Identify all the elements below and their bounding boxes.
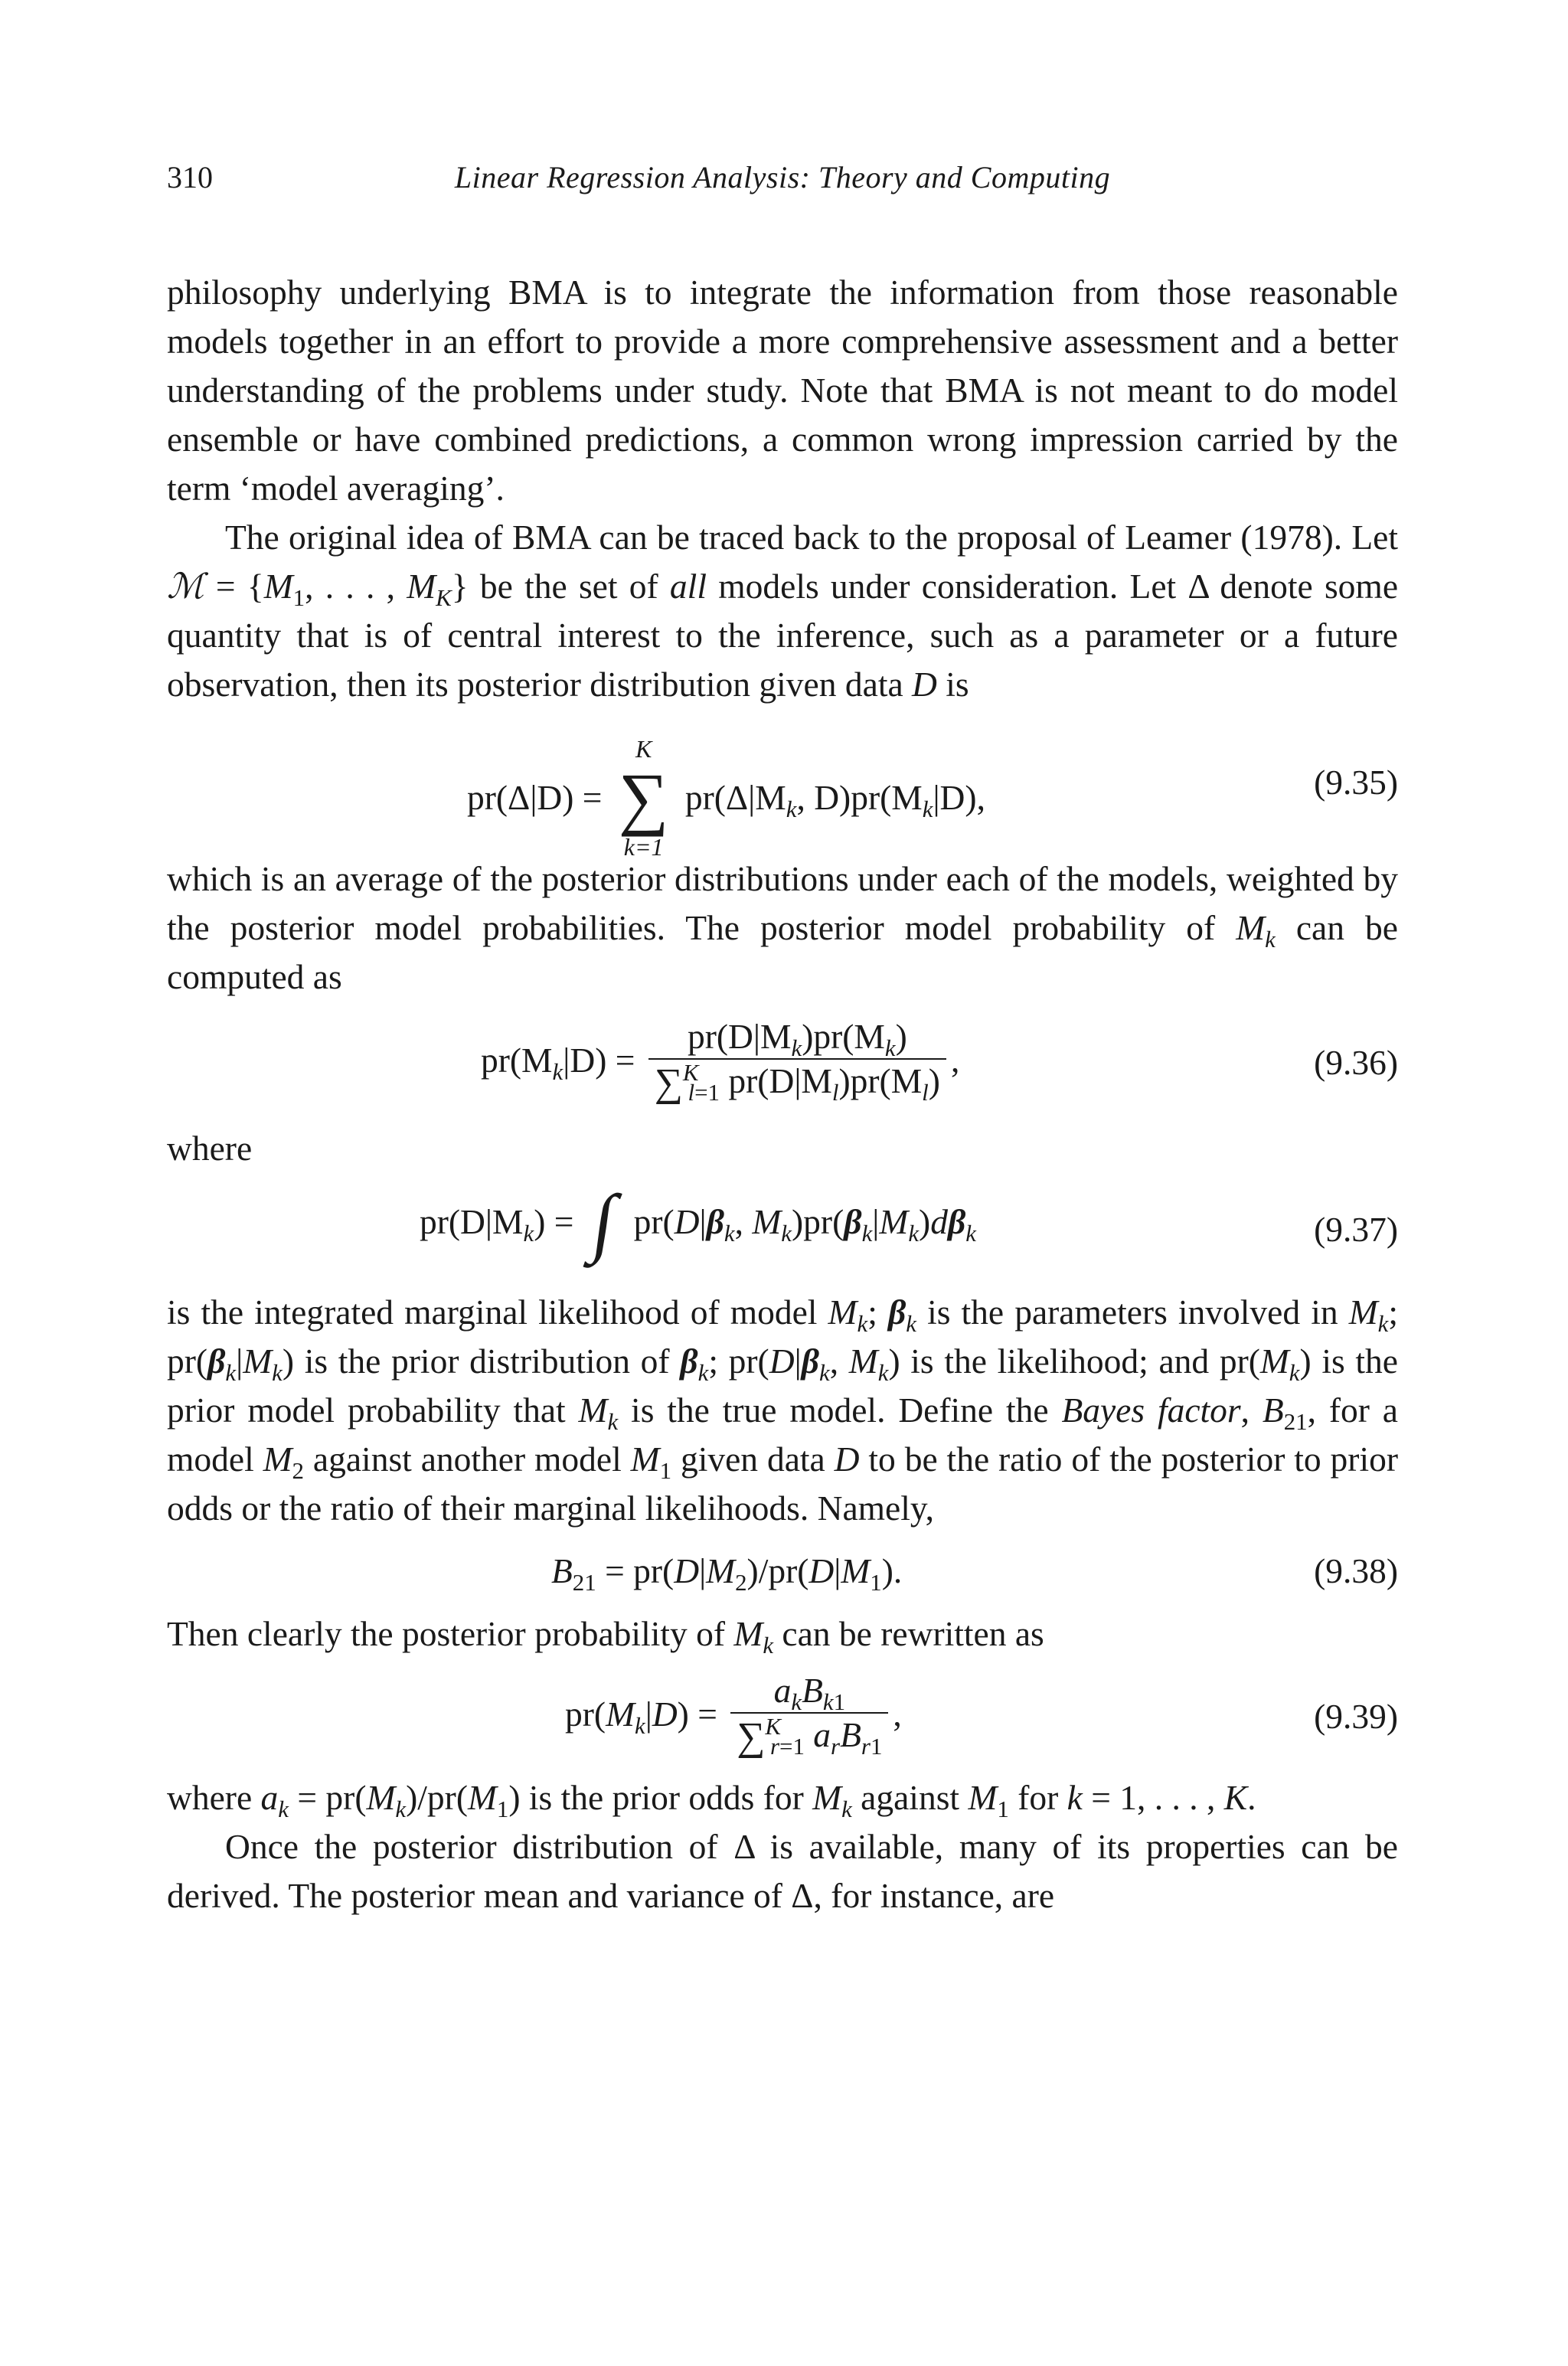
equation-9-36: $pr(M_k|D)$ = $\frac{pr(D|M_k)pr(M_k)}{\sum^K_{l=1} pr(D|M_l)pr(M_l)}$ , (9.36) [481,1017,1398,1106]
equation-9-37: $pr(D|M_k)$ = ∫ $pr(D|\beta_k$, $M_k)pr(\beta_k|M_k)d\beta_k$ (9.37) [420,1179,1398,1264]
equation-9-35: pr(Δ|D) = K ∑ k=1 $pr(\Delta|M_k$, $D)pr(M_k|D)$, (9.35) [467,735,1398,861]
equation-number: (9.35) [1314,763,1398,802]
paragraph-6: where $a_k = pr(M_k)/pr(M_1)$ is the prior odds for $M_k$ against $M_1$ for k = 1, . . . , K. [167,1778,1256,1823]
equation-number: (9.37) [1314,1210,1398,1249]
where-1: where [167,1129,253,1168]
paragraph-7: Once the posterior distribution of Δ is available, many of its properties can be derived. The posterior mean and variance of Δ, for instance, are [167,1827,1398,1915]
page-body [167,153,1398,1920]
running-head [167,153,1398,202]
equation-number: (9.39) [1314,1697,1398,1736]
running-title: Linear Regression Analysis: Theory and Computing [454,160,1111,194]
paragraph-2: The original idea of BMA can be traced back to the proposal of Leamer (1978). Let ℳ = {$M_1$, . . . , $M_K$} be the set of all models under consideration. Let Δ denote some quantity that is of central interest to the inference, such as a parameter or a future observation, then its posterior distribution given data D is [167,518,1399,704]
equation-9-38: $B_{21} = pr(D|M_2)/pr(D|M_1)$. (9.38) [167,1533,1398,1609]
paragraph-5: Then clearly the posterior probability of $M_k$ can be rewritten as [167,1614,1044,1659]
equation-9-39: $pr(M_k|D)$ = $\frac{a_kB_{k1}}{\sum^K_{r=1} a_rB_{r1}}$ , (9.39) [565,1671,1398,1760]
equation-number: (9.36) [1314,1043,1398,1082]
paragraph-3: which is an average of the posterior distributions under each of the models, weighted by the posterior model probabilities. The posterior model probability of $M_k$ can be computed as [167,859,1398,996]
page-number: 310 [167,160,213,194]
equation-number: (9.38) [1314,1551,1398,1590]
paragraph-4: is the integrated marginal likelihood of model $M_k$; $\beta_k$ is the parameters involved in $M_k$; $pr(\beta_k|M_k)$ is the prior distribution of $\beta_k$; $pr(D|\beta_k$, $M_k$) is the likelihood; and $pr(M_k)$ is the prior model probability that $M_k$ is the true model. Define the Bayes factor, $B_{21}$, for a model $M_2$ against another model $M_1$ given data D to be the ratio of the posterior to prior odds or the ratio of their marginal likelihoods. Namely, [167,1292,1398,1528]
paragraph-1: philosophy underlying BMA is to integrate the information from those reasonable models together in an effort to provide a more comprehensive assessment and a better understanding of the problems under study. Note that BMA is not meant to do model ensemble or have combined predictions, a common wrong impression carried by the term ‘model averaging’. [167,273,1398,508]
